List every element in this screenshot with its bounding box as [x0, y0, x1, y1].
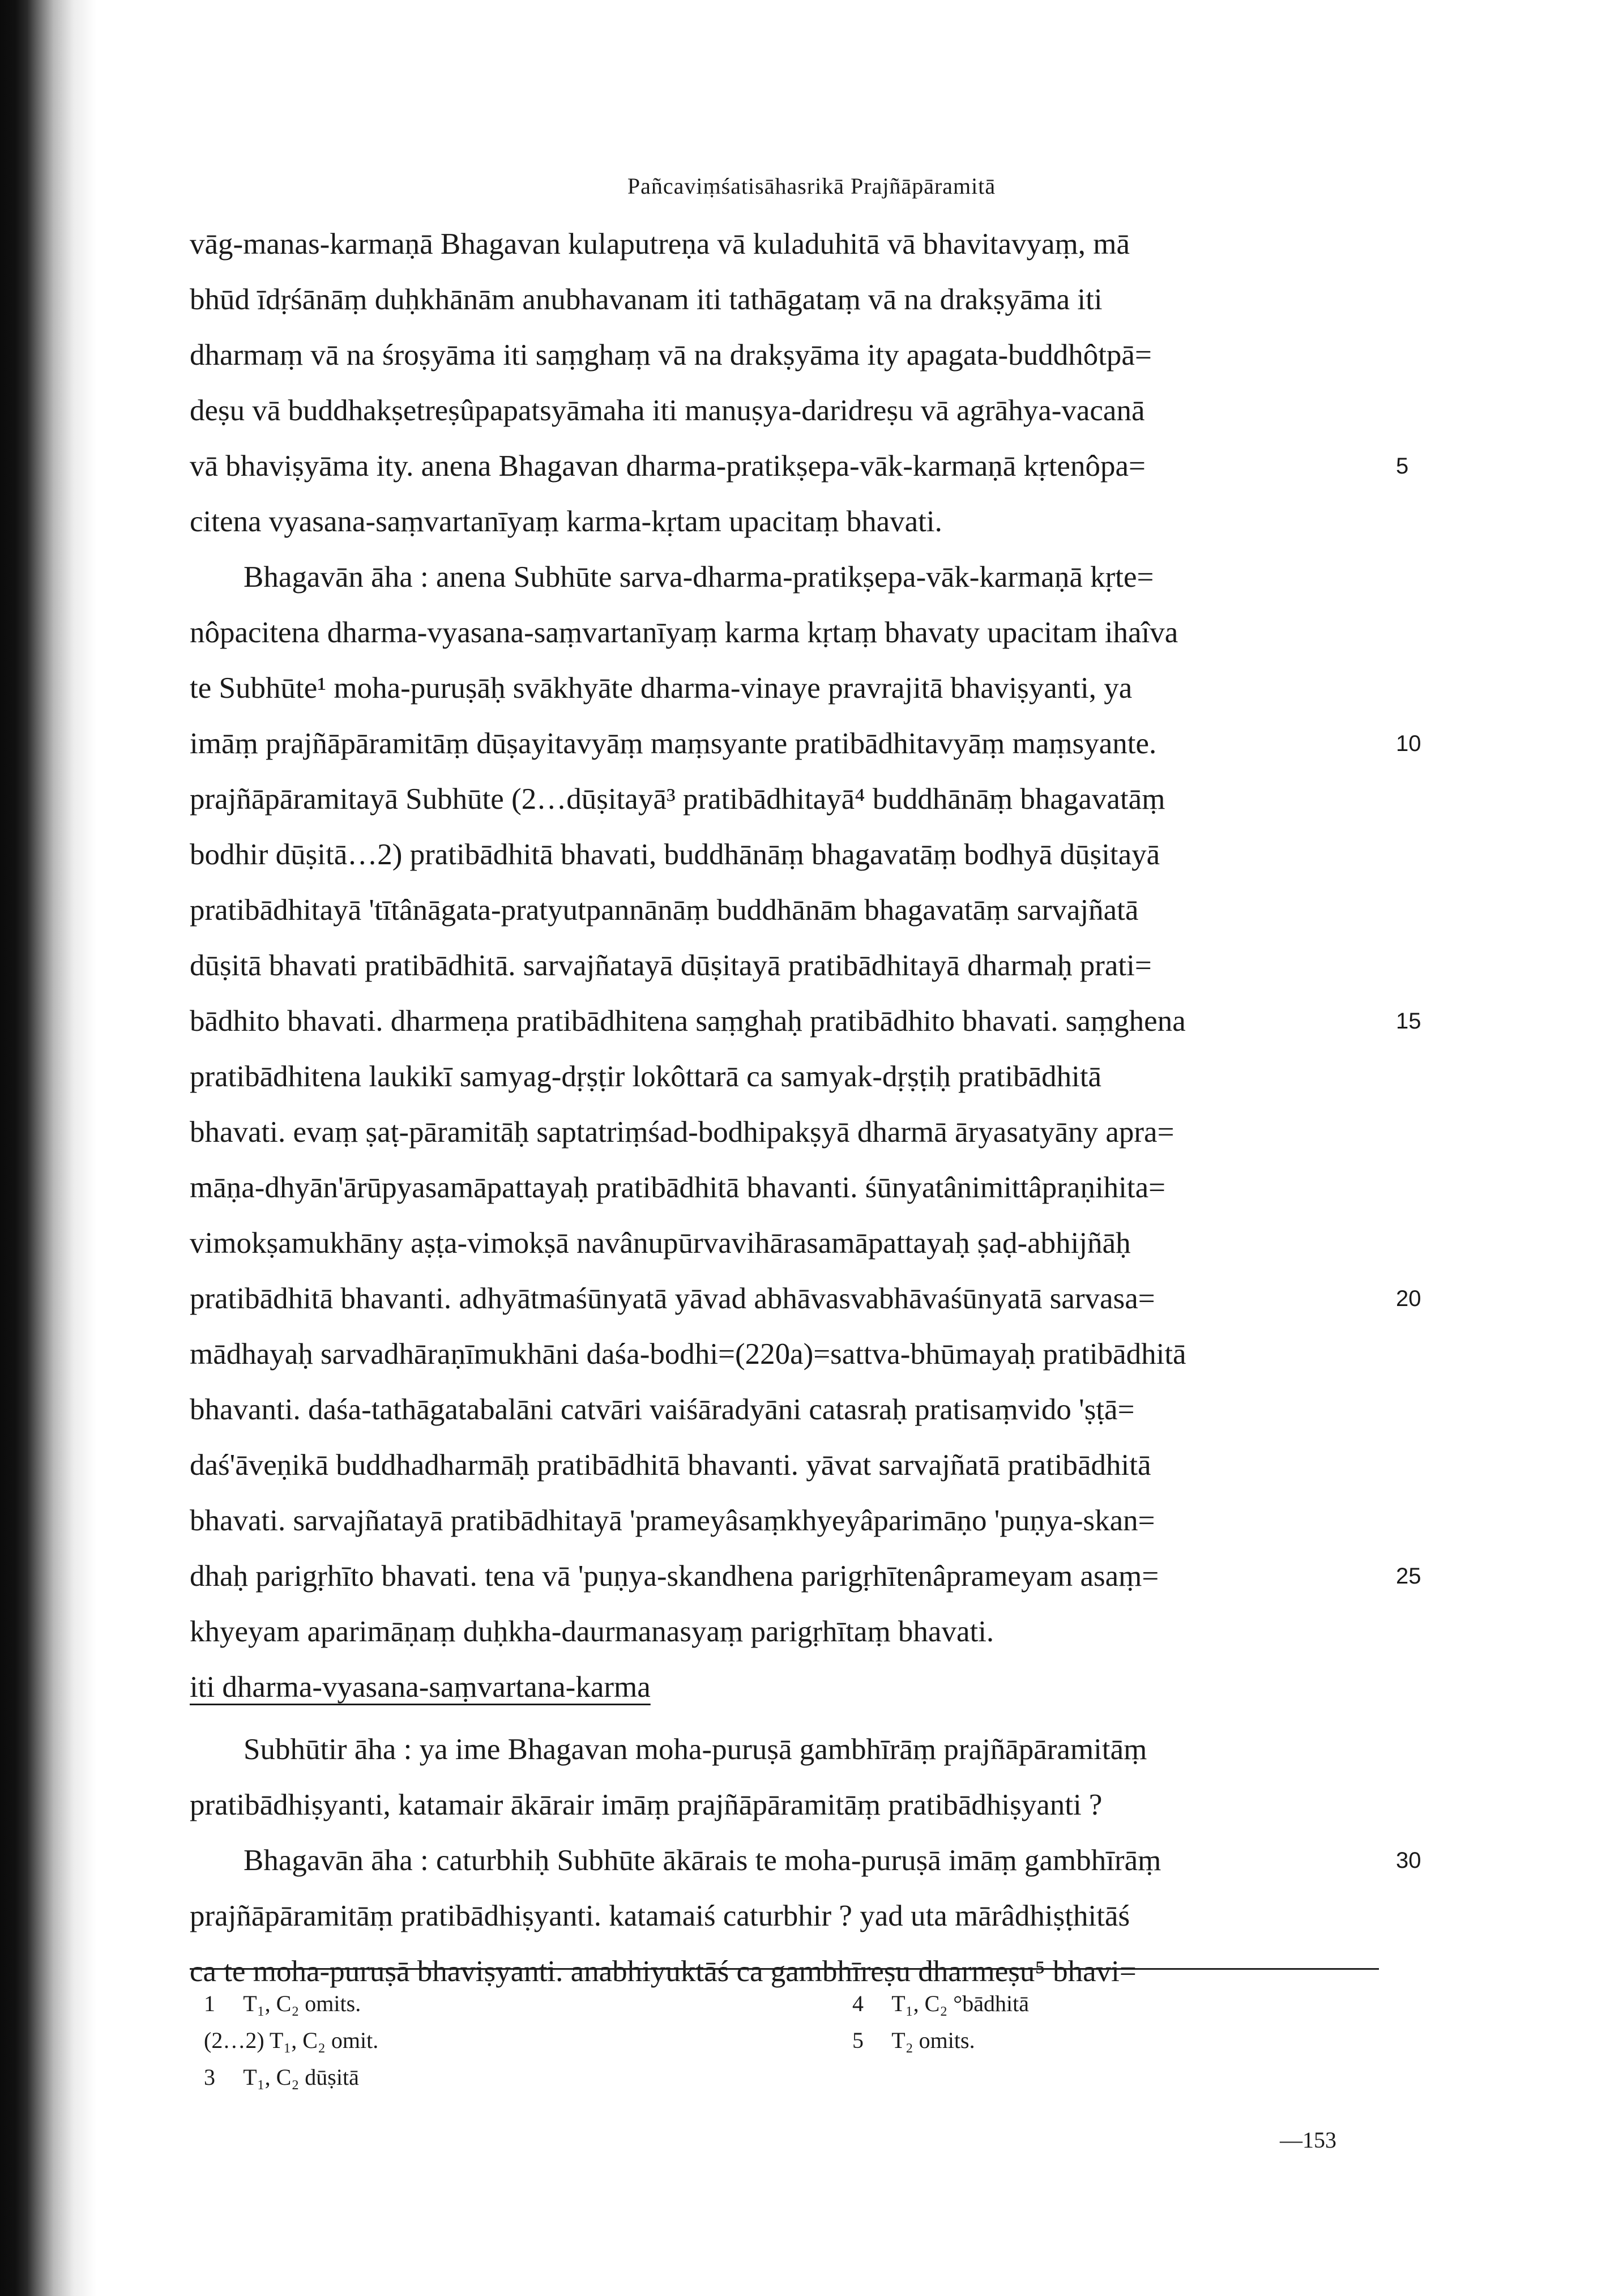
text-line — [190, 1104, 1379, 1160]
footnotes-left-column — [204, 1985, 378, 2096]
text-line — [190, 1437, 1379, 1493]
text-line-content: mādhayaḥ sarvadhāraṇīmukhāni daśa-bodhi=(220a)=sattva-bhūmayaḥ pratibādhitā — [190, 1338, 1186, 1371]
text-line — [190, 993, 1421, 1049]
text-line — [190, 1271, 1421, 1326]
text-line-content: prajñāpāramitāṃ pratibādhiṣyanti. katamaiś caturbhir ? yad uta mārâdhiṣṭhitāś — [190, 1900, 1130, 1932]
text-line-content: bhavati. evaṃ ṣaṭ-pāramitāḥ saptatriṃśad-bodhipakṣyā dharmā āryasatyāny apra= — [190, 1116, 1174, 1149]
text-line-content: vāg-manas-karmaṇā Bhagavan kulaputreṇa vā kuladuhitā vā bhavitavyaṃ, mā — [190, 228, 1130, 261]
text-line-content: vimokṣamukhāny aṣṭa-vimokṣā navânupūrvavihārasamāpattayaḥ ṣaḍ-abhijñāḥ — [190, 1227, 1131, 1260]
footnotes-right-column — [852, 1985, 1029, 2059]
text-line-content: deṣu vā buddhakṣetreṣûpapatsyāmaha iti manuṣya-daridreṣu vā agrāhya-vacanā — [190, 394, 1145, 427]
footnote — [204, 1985, 378, 2022]
line-number-marker: 10 — [1396, 731, 1421, 756]
text-line — [190, 1049, 1379, 1104]
footnote-number: (2…2) — [204, 2028, 264, 2053]
text-line — [190, 1215, 1379, 1271]
text-line-content: māṇa-dhyān'ārūpyasamāpattayaḥ pratibādhitā bhavanti. śūnyatânimittâpraṇihita= — [190, 1171, 1166, 1204]
text-line — [190, 1777, 1379, 1833]
footnote — [852, 1985, 1029, 2022]
footnote-rule — [190, 1968, 1379, 1970]
footnote — [204, 2022, 378, 2059]
text-line — [190, 605, 1379, 660]
text-line — [190, 1604, 1379, 1659]
text-line-content: iti dharma-vyasana-saṃvartana-karma — [190, 1671, 651, 1704]
text-line-content: ca te moha-puruṣā bhaviṣyanti. anabhiyuktāś ca gambhīreṣu dharmeṣu⁵ bhavi= — [190, 1955, 1137, 1988]
text-line — [190, 549, 1379, 605]
text-line — [190, 1382, 1379, 1437]
page-edge-shadow — [0, 0, 96, 2296]
text-line-content: pratibādhiṣyanti, katamair ākārair imāṃ prajñāpāramitāṃ pratibādhiṣyanti ? — [190, 1789, 1103, 1821]
text-line-content: bādhito bhavati. dharmeṇa pratibādhitena saṃghaḥ pratibādhito bhavati. saṃghena — [190, 1005, 1186, 1038]
text-line — [190, 383, 1379, 438]
footnote — [204, 2059, 378, 2096]
text-line-content: nôpacitena dharma-vyasana-saṃvartanīyaṃ karma kṛtaṃ bhavaty upacitam ihaîva — [190, 616, 1178, 649]
text-line — [190, 1833, 1421, 1888]
text-line — [190, 1888, 1379, 1944]
text-line-content: Bhagavān āha : anena Subhūte sarva-dharma-pratikṣepa-vāk-karmaṇā kṛte= — [244, 561, 1154, 594]
text-line — [190, 494, 1379, 549]
text-line — [190, 216, 1379, 272]
footnote-number: 5 — [852, 2028, 864, 2053]
text-line-content: pratibādhitayā 'tītânāgata-pratyutpannānāṃ buddhānām bhagavatāṃ sarvajñatā — [190, 894, 1139, 927]
line-number-marker: 25 — [1396, 1564, 1421, 1589]
text-line — [190, 1160, 1379, 1215]
footnote — [852, 2022, 1029, 2059]
text-line — [190, 716, 1421, 771]
footnote-text: T₂ omits. — [891, 2028, 975, 2053]
line-number-marker: 15 — [1396, 1009, 1421, 1034]
text-line — [190, 771, 1379, 827]
text-line-content: bhūd īdṛśānāṃ duḥkhānām anubhavanam iti tathāgataṃ vā na drakṣyāma iti — [190, 283, 1103, 316]
text-line-content: citena vyasana-saṃvartanīyaṃ karma-kṛtam upacitaṃ bhavati. — [190, 505, 942, 538]
running-header: Pañcaviṃśatisāhasrikā Prajñāpāramitā — [627, 173, 996, 199]
footnote-number: 3 — [204, 2064, 215, 2090]
text-line — [190, 882, 1379, 938]
text-line-content: dhaḥ parigṛhīto bhavati. tena vā 'puṇya-skandhena parigṛhītenâprameyam asaṃ= — [190, 1560, 1159, 1593]
footnote-number: 1 — [204, 1991, 215, 2016]
text-line — [190, 938, 1379, 993]
text-line-content: bhavanti. daśa-tathāgatabalāni catvāri vaiśāradyāni catasraḥ pratisaṃvido 'ṣṭā= — [190, 1393, 1135, 1426]
text-line-content: vā bhaviṣyāma ity. anena Bhagavan dharma-pratikṣepa-vāk-karmaṇā kṛtenôpa= — [190, 450, 1146, 483]
line-number-marker: 30 — [1396, 1848, 1421, 1873]
text-line — [190, 827, 1379, 882]
footnote-text: T₁, C₂ omits. — [243, 1991, 361, 2016]
text-line — [190, 327, 1379, 383]
section-colophon — [190, 1659, 1379, 1715]
text-line-content: Bhagavān āha : caturbhiḥ Subhūte ākārais te moha-puruṣā imāṃ gambhīrāṃ — [244, 1844, 1161, 1877]
text-line-content: pratibādhitā bhavanti. adhyātmaśūnyatā yāvad abhāvasvabhāvaśūnyatā sarvasa= — [190, 1282, 1155, 1315]
text-line — [190, 1326, 1379, 1382]
footnote-text: T₁, C₂ dūṣitā — [243, 2064, 359, 2090]
footnote-number: 4 — [852, 1991, 864, 2016]
footnote-text: T₁, C₂ °bādhitā — [891, 1991, 1030, 2016]
text-line-content: prajñāpāramitayā Subhūte (2…dūṣitayā³ pratibādhitayā⁴ buddhānāṃ bhagavatāṃ — [190, 783, 1165, 816]
text-line-content: bodhir dūṣitā…2) pratibādhitā bhavati, buddhānāṃ bhagavatāṃ bodhyā dūṣitayā — [190, 838, 1160, 871]
line-number-marker: 20 — [1396, 1286, 1421, 1311]
text-line — [190, 660, 1379, 716]
footnote-text: T₁, C₂ omit. — [269, 2028, 379, 2053]
line-number-marker: 5 — [1396, 454, 1409, 479]
text-line-content: dharmaṃ vā na śroṣyāma iti saṃghaṃ vā na drakṣyāma ity apagata-buddhôtpā= — [190, 339, 1152, 372]
text-line — [190, 1493, 1379, 1548]
text-line-content: khyeyam aparimāṇaṃ duḥkha-daurmanasyaṃ parigṛhītaṃ bhavati. — [190, 1615, 994, 1648]
text-line — [190, 438, 1409, 494]
text-line-content: pratibādhitena laukikī samyag-dṛṣṭir lokôttarā ca samyak-dṛṣṭiḥ pratibādhitā — [190, 1060, 1102, 1093]
text-line-content: dūṣitā bhavati pratibādhitā. sarvajñatayā dūṣitayā pratibādhitayā dharmaḥ prati= — [190, 949, 1152, 982]
text-line-content: bhavati. sarvajñatayā pratibādhitayā 'prameyâsaṃkhyeyâparimāṇo 'puṇya-skan= — [190, 1504, 1155, 1537]
text-line-content: daś'āveṇikā buddhadharmāḥ pratibādhitā bhavanti. yāvat sarvajñatā pratibādhitā — [190, 1449, 1151, 1482]
text-line — [190, 1548, 1421, 1604]
text-line-content: te Subhūte¹ moha-puruṣāḥ svākhyāte dharma-vinaye pravrajitā bhaviṣyanti, ya — [190, 672, 1133, 705]
body-text — [190, 216, 1421, 1999]
page-number: —153 — [1280, 2127, 1336, 2153]
text-line — [190, 1722, 1379, 1777]
text-line-content: imāṃ prajñāpāramitāṃ dūṣayitavyāṃ maṃsyante pratibādhitavyāṃ maṃsyante. — [190, 727, 1157, 760]
text-line-content: Subhūtir āha : ya ime Bhagavan moha-puruṣā gambhīrāṃ prajñāpāramitāṃ — [244, 1733, 1147, 1766]
text-line — [190, 272, 1379, 327]
